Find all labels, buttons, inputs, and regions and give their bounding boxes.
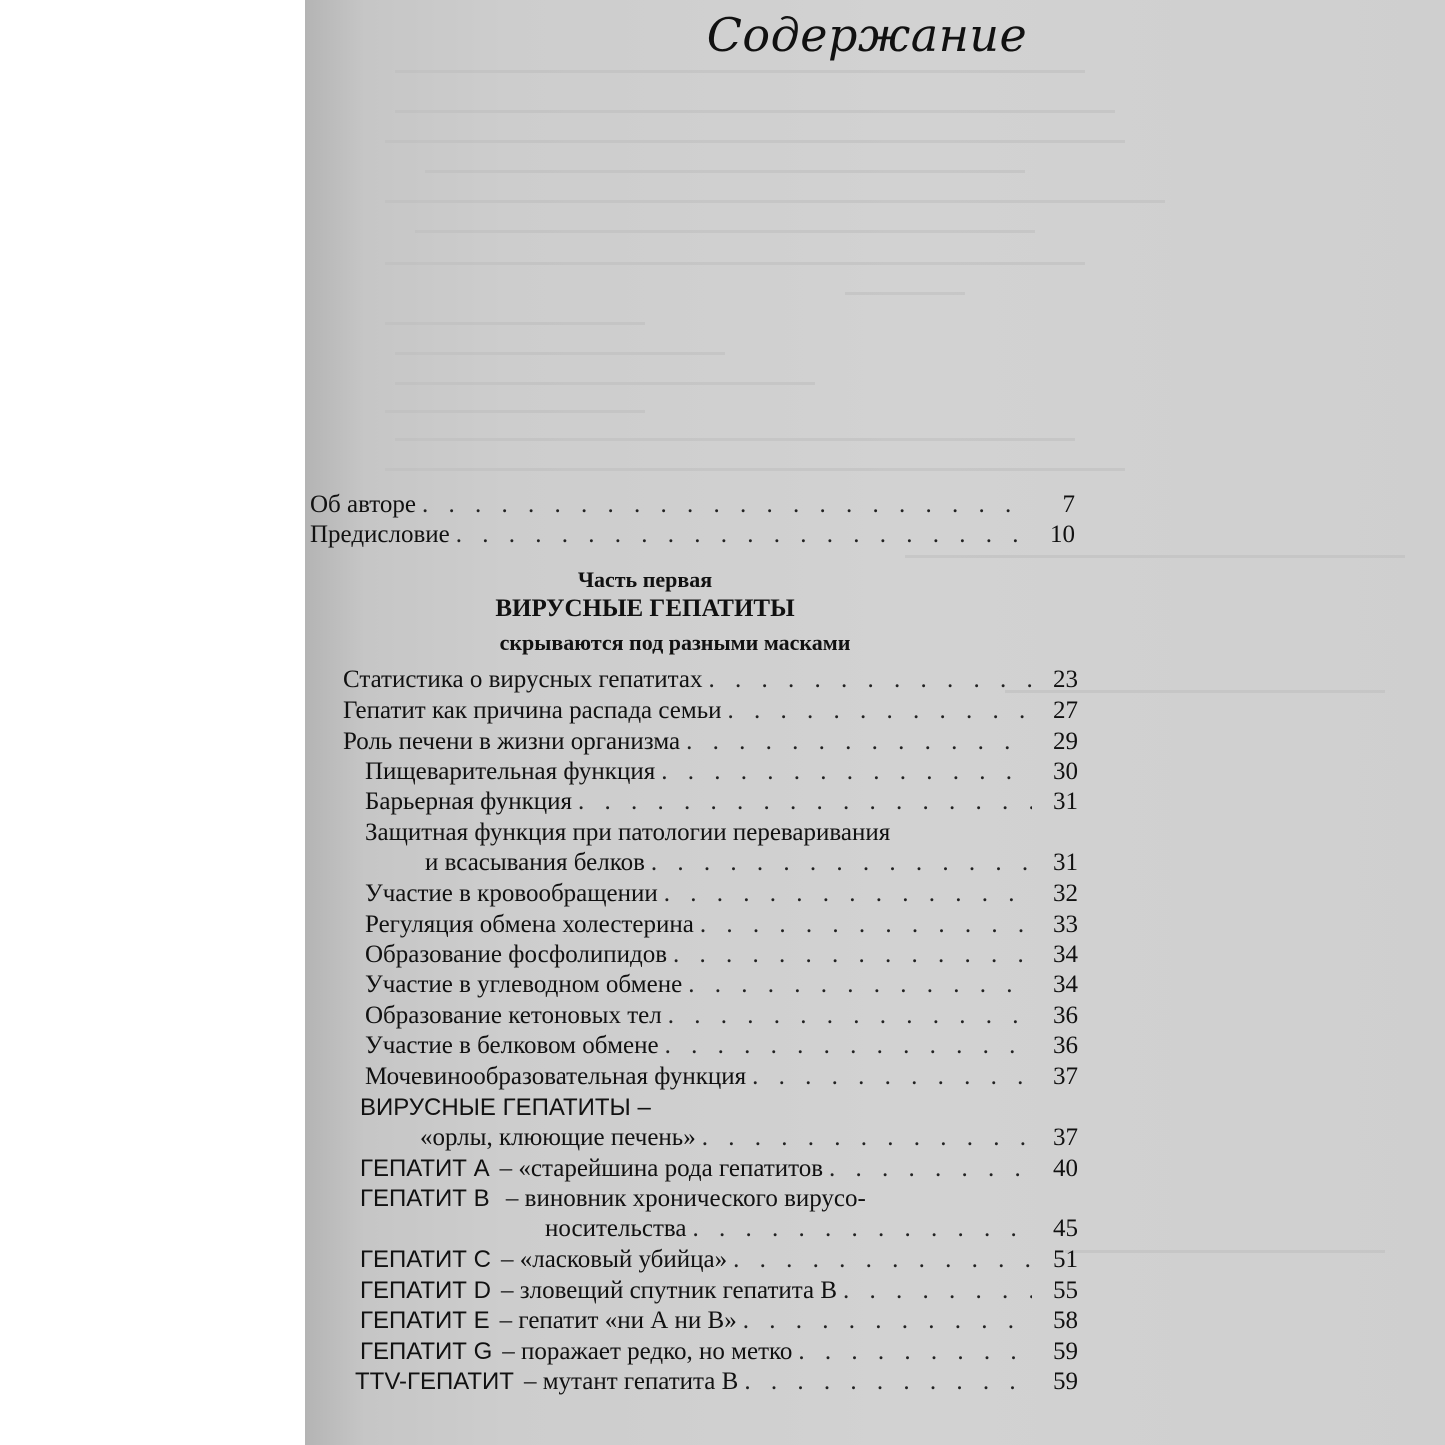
toc-entry	[365, 787, 1078, 817]
leader-dots	[743, 1306, 1032, 1336]
toc-entry-name: ГЕПАТИТ В	[360, 1185, 490, 1212]
part-number: Часть первая	[577, 567, 713, 592]
leader-dots	[661, 757, 1032, 787]
leader-dots	[727, 696, 1032, 726]
leader-dots	[700, 910, 1032, 940]
toc-entry-page: 37	[1053, 1124, 1078, 1151]
leader-dots	[673, 940, 1032, 970]
toc-entry	[365, 910, 1078, 940]
leader-dots	[829, 1154, 1032, 1184]
toc-entry-hepatitis-a	[360, 1154, 1078, 1184]
toc-entry-label: Об авторе	[310, 491, 416, 518]
toc-entry-name: TTV-ГЕПАТИТ	[355, 1368, 514, 1395]
toc-entry-page: 37	[1053, 1063, 1078, 1090]
toc-entry-label: Роль печени в жизни организма	[343, 728, 681, 755]
toc-entry-page: 59	[1053, 1368, 1078, 1395]
leader-dots	[708, 665, 1032, 695]
toc-entry-label: – виновник хронического вирусо-	[505, 1185, 866, 1212]
toc-entry-page: 45	[1053, 1215, 1078, 1242]
toc-entry-page: 27	[1053, 697, 1078, 724]
toc-entry-page: 23	[1053, 666, 1078, 693]
toc-entry-label: – гепатит «ни А ни В»	[499, 1307, 737, 1334]
toc-entry-name: ГЕПАТИТ D	[360, 1277, 491, 1304]
toc-entry-hepatitis-c	[360, 1245, 1078, 1275]
toc-entry	[365, 1062, 1078, 1092]
toc-entry	[365, 1031, 1078, 1061]
toc-entry-page: 58	[1053, 1307, 1078, 1334]
toc-entry-page: 40	[1053, 1155, 1078, 1182]
leader-dots	[702, 1123, 1032, 1153]
toc-entry-label: Барьерная функция	[365, 788, 573, 815]
toc-entry-page: 34	[1053, 971, 1078, 998]
leader-dots	[456, 520, 1029, 550]
toc-entry	[365, 1001, 1078, 1031]
toc-entry-preface	[310, 520, 1075, 550]
toc-entry-page: 33	[1053, 911, 1078, 938]
toc-entry	[425, 848, 1078, 878]
toc-entry-hepatitis-g	[360, 1337, 1078, 1367]
toc-entry-hepatitis-d	[360, 1276, 1078, 1306]
toc-entry-label: Образование фосфолипидов	[365, 941, 668, 968]
toc-entry-name: ГЕПАТИТ А	[360, 1155, 490, 1182]
toc-entry-name: ГЕПАТИТ С	[360, 1246, 491, 1273]
toc-entry-label: Участие в углеводном обмене	[365, 971, 683, 998]
part-title: ВИРУСНЫЕ ГЕПАТИТЫ	[495, 595, 795, 622]
page-title: Содержание	[706, 8, 1028, 62]
toc-entry-ttv-hepatitis	[355, 1367, 1078, 1397]
toc-entry-page: 10	[1050, 521, 1075, 548]
toc-entry	[343, 665, 1078, 695]
toc-entry-page: 30	[1053, 758, 1078, 785]
toc-entry	[365, 757, 1078, 787]
toc-entry-label: – «ласковый убийца»	[500, 1246, 728, 1273]
leader-dots	[578, 787, 1032, 817]
toc-entry-label-line1: ВИРУСНЫЕ ГЕПАТИТЫ –	[360, 1094, 651, 1121]
toc-entry-label: Образование кетоновых тел	[365, 1002, 662, 1029]
toc-entry-page: 32	[1053, 880, 1078, 907]
table-of-contents	[305, 0, 1445, 1445]
toc-entry-label: и всасывания белков	[425, 849, 645, 876]
toc-entry-label: – поражает редко, но метко	[502, 1338, 793, 1365]
toc-entry	[343, 696, 1078, 726]
leader-dots	[692, 1214, 1032, 1244]
toc-entry-page: 31	[1053, 849, 1078, 876]
part-subtitle: скрываются под разными масками	[499, 630, 851, 655]
toc-entry-page: 51	[1053, 1246, 1078, 1273]
leader-dots	[668, 1001, 1032, 1031]
toc-entry-label: Статистика о вирусных гепатитах	[343, 666, 703, 693]
toc-entry-label: «орлы, клюющие печень»	[420, 1124, 696, 1151]
toc-entry-page: 34	[1053, 941, 1078, 968]
leader-dots	[664, 879, 1032, 909]
leader-dots	[688, 970, 1032, 1000]
toc-entry-page: 55	[1053, 1277, 1078, 1304]
leader-dots	[686, 727, 1032, 757]
toc-entry-page: 31	[1053, 788, 1078, 815]
toc-entry-page: 7	[1062, 491, 1075, 518]
toc-entry-label: Пищеварительная функция	[365, 758, 656, 785]
leader-dots	[422, 490, 1029, 520]
toc-entry	[343, 727, 1078, 757]
toc-entry	[420, 1123, 1078, 1153]
toc-entry-name: ГЕПАТИТ Е	[360, 1307, 490, 1334]
leader-dots	[752, 1062, 1032, 1092]
toc-entry-page: 36	[1053, 1002, 1078, 1029]
toc-entry-page: 59	[1053, 1338, 1078, 1365]
toc-entry-label: – мутант гепатита В	[523, 1368, 739, 1395]
leader-dots	[843, 1276, 1032, 1306]
toc-entry-label: Предисловие	[310, 521, 450, 548]
leader-dots	[665, 1031, 1032, 1061]
toc-entry	[365, 879, 1078, 909]
toc-entry-label: – зловещий спутник гепатита В	[500, 1277, 838, 1304]
toc-entry-page: 29	[1053, 728, 1078, 755]
toc-entry-label: Регуляция обмена холестерина	[365, 911, 694, 938]
toc-entry-hepatitis-b-line1	[360, 1184, 866, 1214]
leader-dots	[798, 1337, 1032, 1367]
toc-entry-label: Гепатит как причина распада семьи	[343, 697, 722, 724]
toc-entry	[365, 940, 1078, 970]
toc-entry-label: Мочевинообразовательная функция	[365, 1063, 747, 1090]
book-page	[305, 0, 1445, 1445]
toc-entry-page: 36	[1053, 1032, 1078, 1059]
toc-entry-hepatitis-e	[360, 1306, 1078, 1336]
leader-dots	[744, 1367, 1032, 1397]
leader-dots	[651, 848, 1032, 878]
toc-entry-label: Участие в белковом обмене	[365, 1032, 659, 1059]
toc-entry-label: носительства	[545, 1215, 687, 1242]
toc-entry-hepatitis-b	[545, 1214, 1078, 1244]
leader-dots	[733, 1245, 1032, 1275]
toc-entry	[365, 970, 1078, 1000]
toc-entry-label: – «старейшина рода гепатитов	[499, 1155, 824, 1182]
toc-entry-label-line1: Защитная функция при патологии переваривания	[365, 819, 891, 846]
toc-entry-label: Участие в кровообращении	[365, 880, 658, 907]
toc-entry-about-author	[310, 490, 1075, 520]
toc-entry-name: ГЕПАТИТ G	[360, 1338, 493, 1365]
